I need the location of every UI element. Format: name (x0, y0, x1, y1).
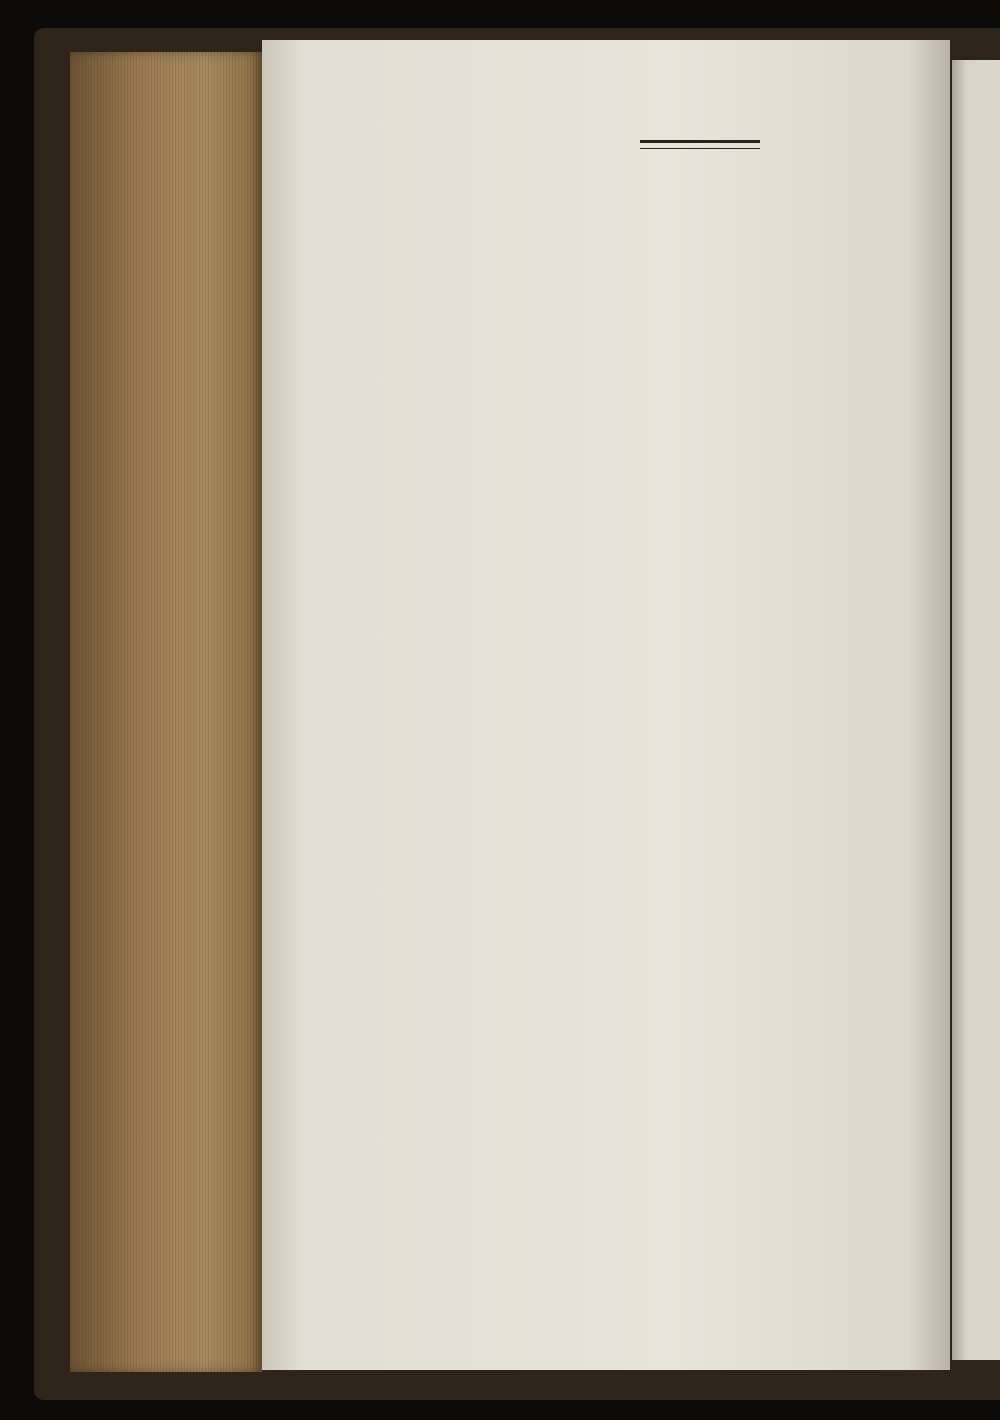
text-line (452, 211, 938, 242)
text-line (452, 849, 938, 880)
header-rule (640, 140, 760, 149)
text-line (452, 428, 938, 459)
text-line (452, 725, 938, 756)
catchword (452, 1301, 938, 1332)
text-line (452, 490, 938, 521)
text-line (452, 335, 938, 366)
text-line (452, 521, 938, 552)
text-line (452, 1035, 938, 1066)
text-line (452, 1208, 938, 1239)
text-line (452, 180, 938, 211)
text-line (452, 397, 938, 428)
text-line (452, 694, 938, 725)
text-line (452, 973, 938, 1004)
text-line (452, 1239, 938, 1270)
text-line (452, 601, 938, 632)
text-line (452, 880, 938, 911)
text-line (452, 911, 938, 942)
text-line (452, 1004, 938, 1035)
text-line (452, 1128, 938, 1159)
text-line (452, 273, 938, 304)
text-line (452, 570, 938, 601)
paragraph-1 (452, 180, 938, 552)
paragraph-2 (452, 570, 938, 1159)
text-line (452, 1097, 938, 1128)
text-line (452, 756, 938, 787)
text-line (452, 1270, 938, 1301)
text-line (452, 942, 938, 973)
text-line (452, 459, 938, 490)
facing-page-fragment (952, 60, 1000, 1360)
text-line (452, 366, 938, 397)
page-text (452, 180, 938, 1332)
text-line (452, 632, 938, 663)
text-line (452, 818, 938, 849)
paragraph-3 (452, 1177, 938, 1301)
text-line (452, 242, 938, 273)
text-line (452, 304, 938, 335)
text-line (452, 1066, 938, 1097)
page-block-edge (70, 52, 262, 1372)
text-line (452, 1177, 938, 1208)
text-line (452, 787, 938, 818)
text-line (452, 663, 938, 694)
